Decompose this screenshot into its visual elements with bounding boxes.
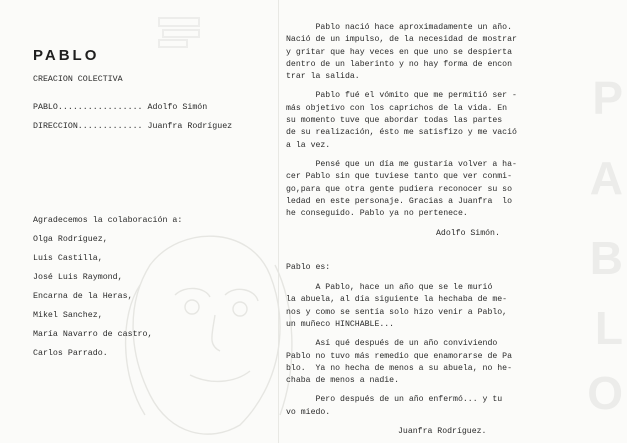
text-line: Pablo nació hace aproximadamente un año. (286, 23, 513, 32)
right-text-column (286, 22, 611, 438)
ghost-letter-p: P (592, 72, 623, 124)
text-line: Pensé que un día me gustaría volver a ha- (286, 159, 517, 169)
credit-pablo: PABLO................. Adolfo Simón (33, 103, 208, 112)
ghost-letter-b: B (589, 232, 623, 284)
text-line: a la vez. (286, 140, 331, 150)
text-line: trar la salida. (286, 72, 360, 82)
play-title: PABLO (33, 47, 100, 64)
pablo-es-label: Pablo es: (286, 262, 331, 272)
text-line: de su realización, ésto me satisfizo y me vació (286, 128, 517, 138)
text-line: chaba de menos a nadie. (286, 376, 400, 386)
text-line: un muñeco HINCHABLE... (286, 319, 395, 329)
thanks-heading: Agradecemos la colaboración a: (33, 216, 183, 225)
text-line: y gritar que hay veces en que uno se despierta (286, 47, 513, 57)
thanks-item: Carlos Parrado. (33, 349, 108, 358)
text-line: Pero después de un año enfermó... y tu (286, 395, 503, 405)
text-line: nos y como se sentía solo hizo venir a Pablo, (286, 307, 508, 317)
text-line: cer Pablo sin que tuviese tanto que ver conmi- (286, 172, 513, 182)
thanks-item: José Luis Raymond, (33, 273, 123, 282)
thanks-item: Luis Castilla, (33, 254, 103, 263)
text-line: su momento tuve que abordar todas las partes (286, 116, 503, 126)
text-line: blo. Ya no hecha de menos a su abuela, no he- (286, 363, 513, 373)
text-line: vo miedo. (286, 407, 331, 417)
thanks-item: Olga Rodríguez, (33, 235, 108, 244)
thanks-list (33, 216, 182, 368)
thanks-item: Encarna de la Heras, (33, 292, 133, 301)
text-line: ledad en este personaje. Gracias a Juanfra lo (286, 196, 513, 206)
ghost-letter-o: O (587, 367, 623, 419)
ghost-letter-a: A (589, 152, 623, 204)
text-line: go,para que otra gente pudiera reconocer su so (286, 184, 513, 194)
ghost-letter-l: L (594, 302, 623, 354)
text-line: he conseguido. Pablo ya no pertenece. (286, 209, 468, 219)
signature-juanfra: Juanfra Rodríguez. (398, 427, 487, 437)
thanks-item: Mikel Sanchez, (33, 311, 103, 320)
text-line: la abuela, al día siguiente la hechaba de me- (286, 295, 508, 305)
faded-stamp-logo (155, 14, 207, 50)
subtitle: CREACION COLECTIVA (33, 75, 123, 84)
thanks-item: María Navarro de castro, (33, 330, 153, 339)
credit-direccion: DIRECCION............. Juanfra Rodríguez (33, 122, 233, 131)
signature-adolfo: Adolfo Simón. (436, 229, 500, 239)
text-line: Nació de un impulso, de la necesidad de mostrar (286, 35, 517, 45)
text-line: dentro de un laberinto y no hay forma de encon (286, 59, 513, 69)
text-line: Pablo fué el vómito que me permitió ser - (286, 91, 517, 101)
text-line: A Pablo, hace un año que se le murió (286, 283, 493, 293)
text-line: Pablo no tuvo más remedio que enamorarse de Pa (286, 351, 513, 361)
text-line: más objetivo con los caprichos de la vida. En (286, 103, 508, 113)
text-line: Así qué después de un año conviviendo (286, 339, 498, 349)
